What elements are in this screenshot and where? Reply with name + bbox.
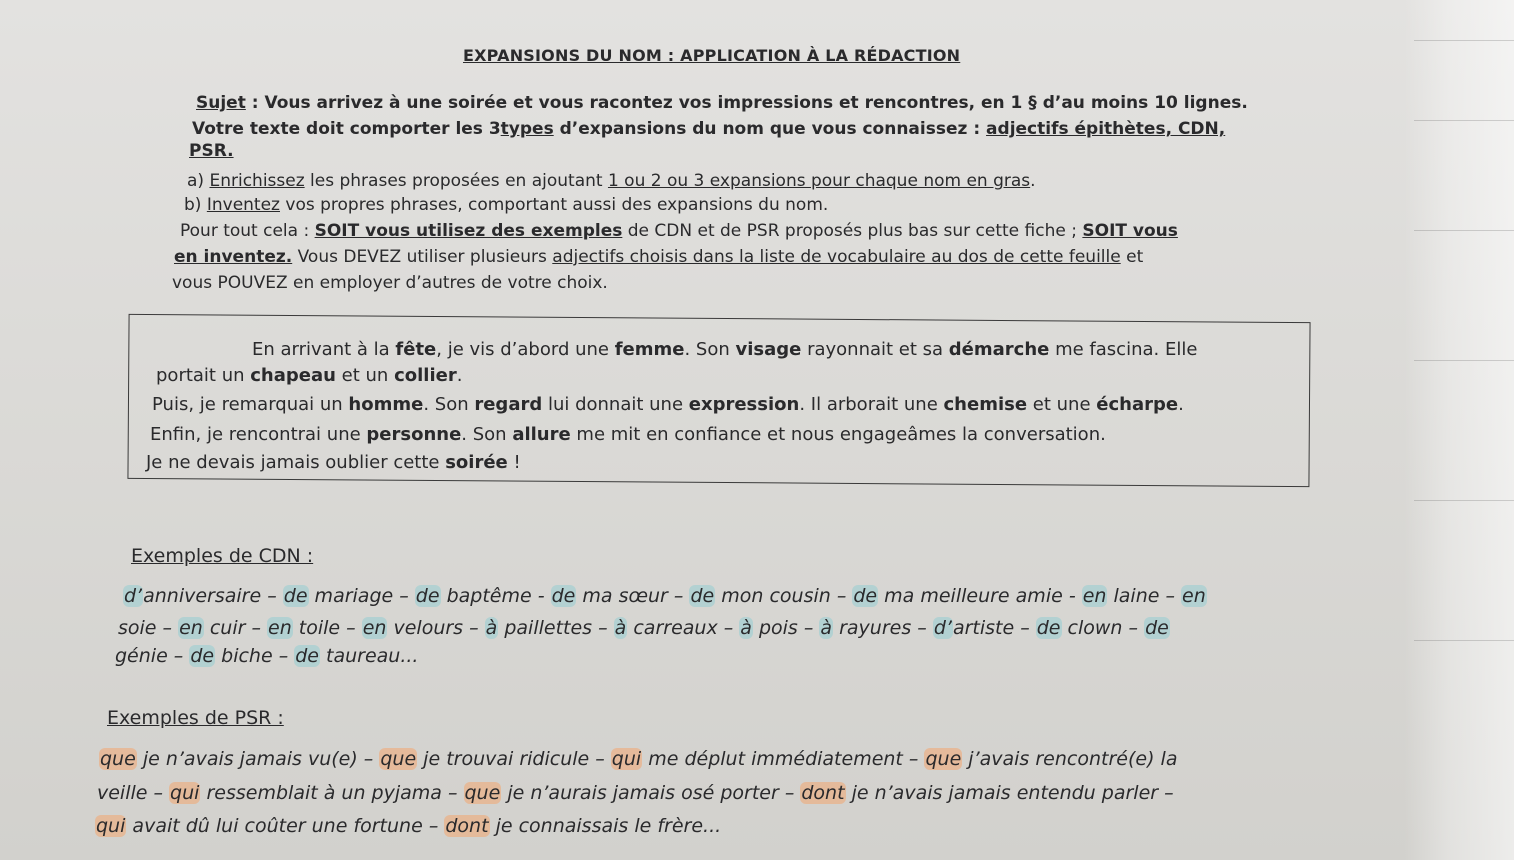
example-text: soie – — [118, 617, 179, 639]
text: SOIT vous utilisez des exemples — [314, 221, 623, 241]
cdn-line — [123, 583, 1207, 609]
example-text: toile – — [292, 617, 362, 639]
cdn-preposition-highlight: en — [268, 617, 292, 639]
relative-pronoun-highlight: que — [100, 748, 136, 770]
example-text: je n’avais jamais entendu parler – — [845, 782, 1174, 804]
example-text: veille – — [97, 782, 170, 804]
text: Enfin, je rencontrai une — [150, 424, 367, 445]
text: adjectifs épithètes, CDN, — [986, 119, 1226, 139]
text: d’expansions du nom que vous connaissez : — [553, 119, 987, 139]
cdn-preposition-highlight: à — [740, 617, 752, 639]
example-text: laine – — [1107, 585, 1182, 607]
text: SOIT vous — [1082, 221, 1178, 241]
bold-noun: femme — [614, 339, 685, 360]
document-title: EXPANSIONS DU NOM : APPLICATION À LA RÉDACTION — [463, 46, 961, 65]
sujet-text: : Vous arrivez à une soirée et vous racontez vos impressions et rencontres, en 1 § d’au moins 10 lignes. — [245, 93, 1248, 113]
cdn-preposition-highlight: à — [614, 617, 627, 639]
box-line-1 — [252, 338, 1197, 362]
bold-noun: allure — [512, 424, 571, 445]
cdn-preposition-highlight: d’ — [933, 617, 952, 639]
text: me mit en confiance et nous engageâmes la conversation. — [570, 424, 1106, 445]
text: et — [1120, 247, 1144, 267]
paper-crease — [1414, 120, 1514, 121]
text: Votre texte doit comporter les 3 — [192, 119, 501, 139]
example-text: génie – — [115, 645, 190, 667]
paper-crease — [1414, 360, 1514, 361]
example-text: je connaissais le frère... — [489, 815, 722, 837]
cdn-preposition-highlight: d’ — [124, 585, 143, 607]
box-line-2 — [156, 364, 462, 388]
instruction-line-3 — [189, 140, 234, 162]
psr-line — [99, 746, 1177, 772]
cdn-preposition-highlight: en — [1182, 585, 1206, 607]
paper-crease — [1414, 640, 1514, 641]
text: lui donnait une — [542, 394, 689, 415]
sujet-label: Sujet — [196, 93, 246, 113]
example-text: je trouvai ridicule – — [417, 748, 611, 770]
cdn-preposition-highlight: à — [820, 617, 833, 639]
text: de CDN et de PSR proposés plus bas sur cette fiche ; — [622, 221, 1083, 241]
cdn-preposition-highlight: à — [485, 617, 498, 639]
cdn-preposition-highlight: de — [415, 585, 440, 607]
bold-noun: collier — [394, 365, 457, 386]
text: En arrivant à la — [252, 339, 396, 360]
example-text: clown – — [1061, 617, 1145, 639]
text: Puis, je remarquai un — [152, 394, 349, 415]
psr-line — [97, 780, 1174, 806]
example-text: je n’aurais jamais osé porter – — [501, 782, 801, 804]
cdn-preposition-highlight: de — [1036, 617, 1061, 639]
example-text: avait dû lui coûter une fortune – — [126, 815, 445, 837]
example-text: ma sœur – — [576, 585, 690, 607]
text: . Son — [684, 339, 736, 360]
text: . Son — [423, 394, 475, 415]
instruction-a — [187, 170, 1036, 192]
example-text: j’avais rencontré(e) — [962, 748, 1161, 770]
example-text: cuir – — [203, 617, 268, 639]
text: Je ne devais jamais oublier cette — [146, 452, 446, 473]
text: vous POUVEZ en employer d’autres de votre choix. — [172, 273, 608, 293]
instruction-c — [180, 220, 1178, 242]
text: Pour tout cela : — [180, 221, 315, 241]
relative-pronoun-highlight: que — [925, 748, 962, 770]
text: 1 ou 2 ou 3 expansions pour chaque nom en gras — [607, 171, 1031, 191]
text: ! — [507, 452, 521, 473]
bold-noun: fête — [395, 339, 437, 360]
text: Vous DEVEZ utiliser plusieurs — [292, 247, 553, 267]
example-text: anniversaire – — [143, 585, 283, 607]
cdn-line — [118, 615, 1170, 641]
text: . — [1030, 171, 1036, 191]
example-text: artiste – — [952, 617, 1036, 639]
bold-noun: démarche — [948, 339, 1050, 360]
relative-pronoun-highlight: qui — [96, 815, 126, 837]
example-text: ma meilleure amie - — [878, 585, 1082, 607]
example-text: je n’avais jamais vu(e) – — [136, 748, 380, 770]
cdn-section-title: Exemples de CDN : — [131, 545, 314, 567]
example-text: mon cousin – — [715, 585, 853, 607]
text: en inventez. — [174, 247, 293, 267]
text: b) — [184, 195, 202, 215]
relative-pronoun-highlight: qui — [611, 748, 642, 770]
example-text: me déplut immédiatement – — [642, 748, 925, 770]
cdn-preposition-highlight: de — [190, 645, 215, 667]
cdn-preposition-highlight: de — [283, 585, 308, 607]
example-text: rayures – — [833, 617, 933, 639]
text: PSR. — [189, 141, 234, 161]
example-text: paillettes – — [498, 617, 614, 639]
example-text: baptême - — [440, 585, 551, 607]
psr-line — [95, 813, 721, 839]
bold-noun: personne — [366, 424, 462, 445]
paper-edge — [1404, 0, 1514, 860]
text: types — [500, 119, 554, 139]
cdn-preposition-highlight: de — [1145, 617, 1169, 639]
example-text: taureau... — [319, 645, 419, 667]
cdn-preposition-highlight: en — [1082, 585, 1107, 607]
example-text: velours – — [387, 617, 485, 639]
relative-pronoun-highlight: qui — [170, 782, 200, 804]
text: a) — [187, 171, 205, 191]
example-text: la — [1160, 748, 1178, 770]
text: , je vis d’abord une — [436, 339, 615, 360]
text: . Il arborait une — [799, 394, 944, 415]
instruction-e — [172, 272, 608, 294]
bold-noun: homme — [348, 394, 424, 415]
cdn-preposition-highlight: de — [295, 645, 319, 667]
text: portait un — [156, 365, 251, 386]
cdn-preposition-highlight: en — [179, 617, 203, 639]
text: adjectifs choisis dans la liste de vocabulaire au dos de cette feuille — [552, 247, 1121, 267]
box-line-3 — [152, 393, 1184, 417]
paper-crease — [1414, 230, 1514, 231]
relative-pronoun-highlight: dont — [445, 815, 489, 837]
instruction-b — [184, 194, 828, 216]
paper-crease — [1414, 500, 1514, 501]
instruction-d — [174, 246, 1143, 268]
example-text: ressemblait à un pyjama – — [200, 782, 464, 804]
example-text: mariage – — [308, 585, 415, 607]
bold-noun: visage — [735, 339, 802, 360]
bold-noun: regard — [474, 394, 543, 415]
cdn-preposition-highlight: de — [853, 585, 878, 607]
text: . Son — [461, 424, 513, 445]
bold-noun: écharpe — [1096, 394, 1179, 415]
text: Enrichissez — [209, 171, 305, 191]
text: les phrases proposées en ajoutant — [304, 171, 608, 191]
text: me fascina. Elle — [1049, 339, 1198, 360]
paper-crease — [1414, 40, 1514, 41]
text: . — [1178, 394, 1184, 415]
instruction-line-2 — [192, 118, 1225, 140]
box-line-5 — [146, 451, 521, 475]
sujet-line — [196, 92, 1248, 114]
relative-pronoun-highlight: que — [380, 748, 417, 770]
text: et une — [1027, 394, 1097, 415]
example-text: carreaux – — [627, 617, 740, 639]
example-text: pois – — [752, 617, 820, 639]
example-text: biche – — [215, 645, 295, 667]
relative-pronoun-highlight: que — [464, 782, 501, 804]
text: . — [456, 365, 463, 386]
bold-noun: soirée — [445, 452, 508, 473]
text: Inventez — [206, 195, 280, 215]
text: rayonnait et sa — [801, 339, 949, 360]
psr-section-title: Exemples de PSR : — [107, 707, 284, 729]
cdn-preposition-highlight: de — [551, 585, 576, 607]
bold-noun: expression — [688, 394, 800, 415]
relative-pronoun-highlight: dont — [801, 782, 845, 804]
text: vos propres phrases, comportant aussi des expansions du nom. — [279, 195, 829, 215]
box-line-4 — [150, 423, 1106, 447]
bold-noun: chemise — [943, 394, 1028, 415]
text: et un — [335, 365, 395, 386]
cdn-line — [115, 643, 418, 669]
cdn-preposition-highlight: en — [362, 617, 387, 639]
bold-noun: chapeau — [250, 365, 336, 386]
cdn-preposition-highlight: de — [690, 585, 715, 607]
